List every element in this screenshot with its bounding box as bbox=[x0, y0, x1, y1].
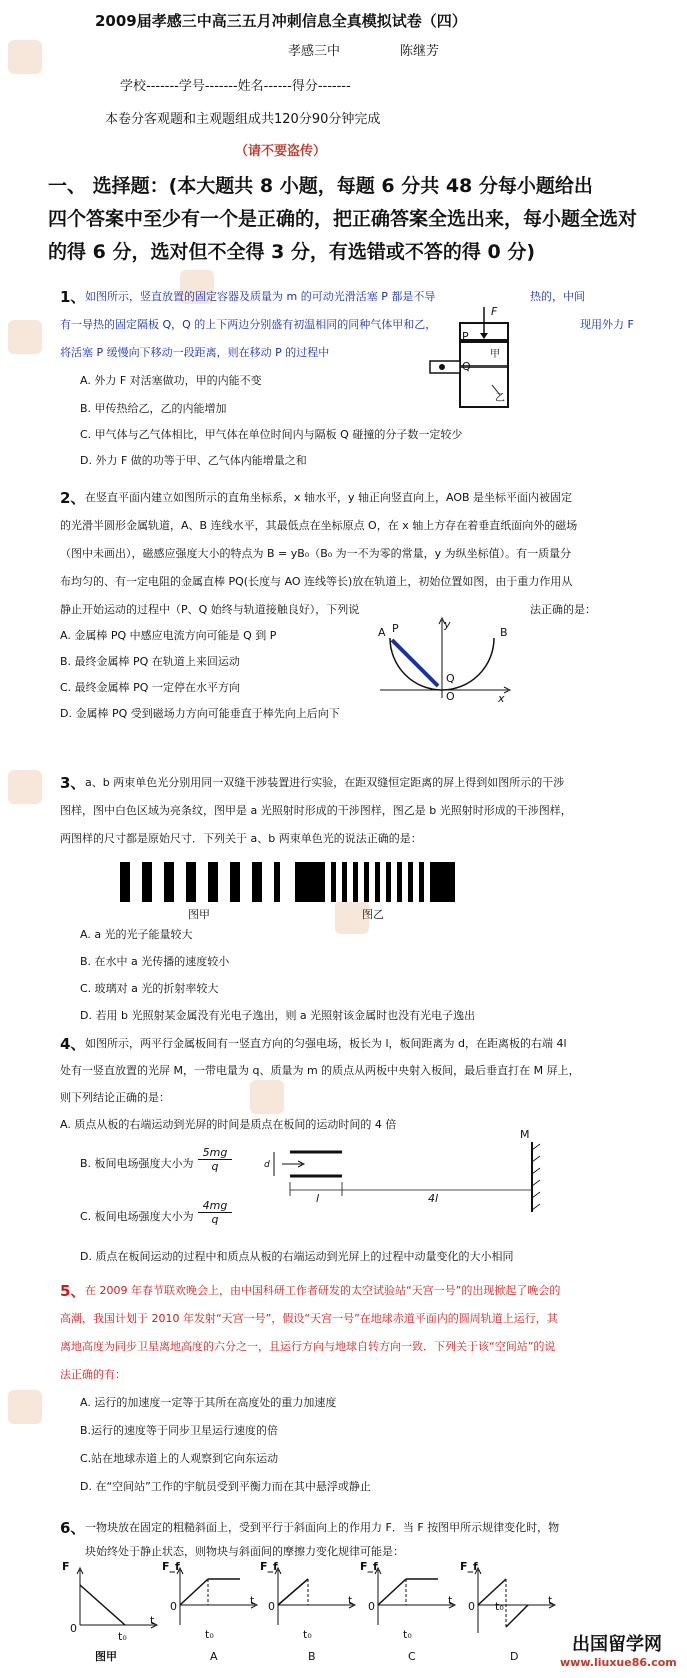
figure-label-l: l bbox=[316, 1192, 320, 1205]
option-b: B. 甲传热给乙，乙的内能增加 bbox=[80, 402, 227, 415]
option-d: D. 外力 F 做的功等于甲、乙气体内能增量之和 bbox=[80, 454, 307, 467]
no-copy-notice: （请不要盗传） bbox=[235, 144, 327, 159]
option-a: A. 金属棒 PQ 中感应电流方向可能是 Q 到 P bbox=[60, 629, 277, 642]
graph-xlabel: t bbox=[548, 1594, 553, 1607]
question-text-line: 将活塞 P 缓慢向下移动一段距离，则在移动 P 的过程中 bbox=[60, 346, 330, 359]
question-text-line: 高潮，我国计划于 2010 年发射“天宫一号”，假设“天宫一号”在地球赤道平面内的圆周轨道上运行，其 bbox=[60, 1312, 558, 1325]
graph-xlabel: t bbox=[448, 1594, 453, 1607]
graph-C bbox=[368, 1565, 458, 1640]
semicircle-track-figure bbox=[380, 620, 510, 720]
graph-origin: 0 bbox=[468, 1600, 475, 1613]
figure-label-4l: 4l bbox=[428, 1192, 439, 1205]
question-text-line: 在 2009 年春节联欢晚会上，由中国科研工作者研发的太空试验站“天宫一号”的出现掀起了晚会的 bbox=[85, 1284, 561, 1297]
graph-t0: t₀ bbox=[403, 1628, 412, 1641]
figure-label-Q: Q bbox=[462, 360, 471, 373]
question-text-line: 在竖直平面内建立如图所示的直角坐标系，x 轴水平，y 轴正向竖直向上，AOB 是坐标平面内被固定 bbox=[85, 491, 573, 504]
school-name: 孝感三中 bbox=[288, 44, 341, 59]
fraction-b bbox=[198, 1146, 232, 1173]
fraction-denominator: q bbox=[211, 1160, 219, 1173]
question-text-line: 离地高度为同步卫星离地高度的六分之一，且运行方向与地球自转方向一致．下列关于该“空间站”的说 bbox=[60, 1340, 556, 1353]
footer-site-url: www.liuxue86.com bbox=[560, 1656, 677, 1669]
option-b: B. 最终金属棒 PQ 在轨道上来回运动 bbox=[60, 655, 240, 668]
exam-description: 本卷分客观题和主观题组成共120分90分钟完成 bbox=[105, 112, 381, 127]
option-a: A. 运行的加速度一定等于其所在高度处的重力加速度 bbox=[80, 1396, 337, 1409]
graph-xlabel: t bbox=[150, 1614, 155, 1627]
question-text-line: 图样，图中白色区域为亮条纹，图甲是 a 光照射时形成的干涉图样，图乙是 b 光照射时形成的干涉图样， bbox=[60, 804, 572, 817]
figure-label-M: M bbox=[520, 1128, 530, 1141]
graph-t0: t₀ bbox=[205, 1628, 214, 1641]
question-number: 6、 bbox=[60, 1519, 86, 1537]
watermark-logo bbox=[8, 320, 42, 354]
figure-label-O: O bbox=[446, 690, 455, 703]
graph-t0: t₀ bbox=[495, 1600, 504, 1613]
question-text-line: 块始终处于静止状态，则物块与斜面间的摩擦力变化规律可能是： bbox=[85, 1545, 404, 1558]
container-figure bbox=[430, 305, 540, 410]
figure-label-P: P bbox=[392, 622, 399, 635]
figure-label-P: P bbox=[462, 330, 469, 343]
option-d: D. 质点在板间运动的过程中和质点从板的右端运动到光屏上的过程中动量变化的大小相同 bbox=[80, 1250, 514, 1263]
question-text-line: 静止开始运动的过程中（P、Q 始终与轨道接触良好），下列说 bbox=[60, 603, 360, 616]
graph-t0: t₀ bbox=[303, 1628, 312, 1641]
option-a: A. 外力 F 对活塞做功，甲的内能不变 bbox=[80, 374, 262, 387]
question-number: 5、 bbox=[60, 1282, 86, 1300]
section-heading-line: 的得 6 分，选对但不全得 3 分，有选错或不答的得 0 分) bbox=[48, 241, 536, 263]
option-c: C. 板间电场强度大小为 bbox=[80, 1210, 194, 1223]
question-text-line: 如图所示，两平行金属板间有一竖直方向的匀强电场，板长为 l，板间距离为 d，在距离板的右端 4l bbox=[85, 1037, 567, 1050]
parallel-plates-figure bbox=[262, 1140, 552, 1220]
graph-caption: B bbox=[308, 1650, 316, 1663]
graph-ylabel: F bbox=[62, 1560, 70, 1573]
graph-F-vs-t bbox=[70, 1565, 160, 1640]
graph-xlabel: t bbox=[250, 1594, 255, 1607]
option-d: D. 若用 b 光照射某金属没有光电子逸出，则 a 光照射该金属时也没有光电子逸出 bbox=[80, 1009, 476, 1022]
watermark-logo bbox=[250, 1080, 284, 1114]
watermark-logo bbox=[8, 770, 42, 804]
question-text-line: 热的，中间 bbox=[530, 290, 585, 303]
option-b: B.运行的速度等于同步卫星运行速度的倍 bbox=[80, 1424, 279, 1437]
interference-pattern-yi bbox=[295, 862, 455, 902]
figure-caption-jia: 图甲 bbox=[188, 908, 210, 921]
question-text-line: 有一导热的固定隔板 Q，Q 的上下两边分别盛有初温相同的同种气体甲和乙， bbox=[60, 318, 437, 331]
question-text-line: 一物块放在固定的粗糙斜面上，受到平行于斜面向上的作用力 F．当 F 按图甲所示规律变化时，物 bbox=[85, 1521, 560, 1534]
question-number: 3、 bbox=[60, 774, 86, 792]
graph-origin: 0 bbox=[170, 1600, 177, 1613]
question-text-line: 则下列结论正确的是： bbox=[60, 1091, 170, 1104]
graph-caption: D bbox=[510, 1650, 519, 1663]
graph-D bbox=[468, 1565, 558, 1640]
option-d: D. 在“空间站”工作的宇航员受到平衡力而在其中悬浮或静止 bbox=[80, 1480, 371, 1493]
graph-origin: 0 bbox=[70, 1622, 77, 1635]
option-a: A. 质点从板的右端运动到光屏的时间是质点在板间的运动时间的 4 倍 bbox=[60, 1118, 397, 1131]
graph-xlabel: t bbox=[348, 1594, 353, 1607]
graph-ylabel: F_f bbox=[460, 1560, 478, 1573]
option-c: C. 玻璃对 a 光的折射率较大 bbox=[80, 982, 219, 995]
graph-origin: 0 bbox=[268, 1600, 275, 1613]
option-d: D. 金属棒 PQ 受到磁场力方向可能垂直于棒先向上后向下 bbox=[60, 707, 340, 720]
footer-site-name: 出国留学网 bbox=[572, 1634, 662, 1655]
graph-ylabel: F_f bbox=[260, 1560, 278, 1573]
graph-ylabel: F_f bbox=[360, 1560, 378, 1573]
graph-t0: t₀ bbox=[118, 1630, 127, 1643]
question-text-line: a、b 两束单色光分别用同一双缝干涉装置进行实验，在距双缝恒定距离的屏上得到如图所示的干涉 bbox=[85, 776, 565, 789]
question-text-line: 现用外力 F bbox=[580, 318, 634, 331]
info-line: 学校-------学号-------姓名------得分------- bbox=[120, 79, 351, 94]
fraction-numerator: 5mg bbox=[198, 1146, 232, 1160]
figure-label-yi: 乙 bbox=[495, 393, 505, 404]
option-b: B. 在水中 a 光传播的速度较小 bbox=[80, 955, 230, 968]
question-text-line: （图中未画出），磁感应强度大小的特点为 B = yB₀（B₀ 为一不为零的常量，y 为纵坐标值）。有一质量分 bbox=[60, 547, 572, 560]
graph-origin: 0 bbox=[368, 1600, 375, 1613]
figure-label-A: A bbox=[378, 626, 386, 639]
watermark-logo bbox=[8, 40, 42, 74]
question-text-line: 处有一竖直放置的光屏 M，一带电量为 q、质量为 m 的质点从两板中央射入板间，最后垂直打在 M 屏上， bbox=[60, 1064, 580, 1077]
question-text-line: 法正确的有： bbox=[60, 1368, 126, 1381]
question-number: 1、 bbox=[60, 288, 86, 306]
graph-caption: 图甲 bbox=[95, 1650, 117, 1663]
graph-B bbox=[268, 1565, 358, 1640]
option-a: A. a 光的光子能量较大 bbox=[80, 928, 193, 941]
watermark-logo bbox=[8, 1390, 42, 1424]
graph-caption: C bbox=[408, 1650, 416, 1663]
question-text-line: 两图样的尺寸都是原始尺寸．下列关于 a、b 两束单色光的说法正确的是： bbox=[60, 832, 422, 845]
question-text-line: 如图所示，竖直放置的固定容器及质量为 m 的可动光滑活塞 P 都是不导 bbox=[85, 290, 436, 303]
question-text-line: 布均匀的、有一定电阻的金属直棒 PQ(长度与 AO 连线等长)放在轨道上，初始位置如图，由于重力作用从 bbox=[60, 575, 573, 588]
option-c: C. 最终金属棒 PQ 一定停在水平方向 bbox=[60, 681, 240, 694]
graph-caption: A bbox=[210, 1650, 218, 1663]
question-number: 4、 bbox=[60, 1035, 86, 1053]
figure-label-d: d bbox=[264, 1160, 270, 1170]
section-heading-line: 一、 选择题：(本大题共 8 小题，每题 6 分共 48 分每小题给出 bbox=[48, 175, 593, 197]
figure-label-Q: Q bbox=[446, 672, 455, 685]
option-c: C. 甲气体与乙气体相比，甲气体在单位时间内与隔板 Q 碰撞的分子数一定较少 bbox=[80, 428, 463, 441]
figure-label-x: x bbox=[498, 692, 505, 705]
figure-caption-yi: 图乙 bbox=[362, 908, 384, 921]
question-number: 2、 bbox=[60, 489, 86, 507]
interference-pattern-jia bbox=[120, 862, 280, 902]
figure-label-F: F bbox=[491, 305, 498, 318]
option-b: B. 板间电场强度大小为 bbox=[80, 1157, 194, 1170]
fraction-numerator: 4mg bbox=[198, 1199, 232, 1213]
figure-label-y: y bbox=[444, 618, 451, 631]
question-text-line: 法正确的是： bbox=[530, 603, 596, 616]
author-name: 陈继芳 bbox=[400, 44, 440, 59]
fraction-c bbox=[198, 1199, 232, 1226]
fraction-denominator: q bbox=[211, 1213, 219, 1226]
page-title: 2009届孝感三中高三五月冲刺信息全真模拟试卷（四） bbox=[95, 12, 467, 30]
question-text-line: 的光滑半圆形金属轨道，A、B 连线水平，其最低点在坐标原点 O，在 x 轴上方存在着垂直纸面向外的磁场 bbox=[60, 519, 578, 532]
section-heading-line: 四个答案中至少有一个是正确的，把正确答案全选出来，每小题全选对 bbox=[48, 208, 638, 230]
graph-ylabel: F_f bbox=[162, 1560, 180, 1573]
figure-label-B: B bbox=[500, 626, 508, 639]
graph-A bbox=[170, 1565, 260, 1640]
option-c: C.站在地球赤道上的人观察到它向东运动 bbox=[80, 1452, 279, 1465]
figure-label-jia: 甲 bbox=[490, 349, 500, 360]
